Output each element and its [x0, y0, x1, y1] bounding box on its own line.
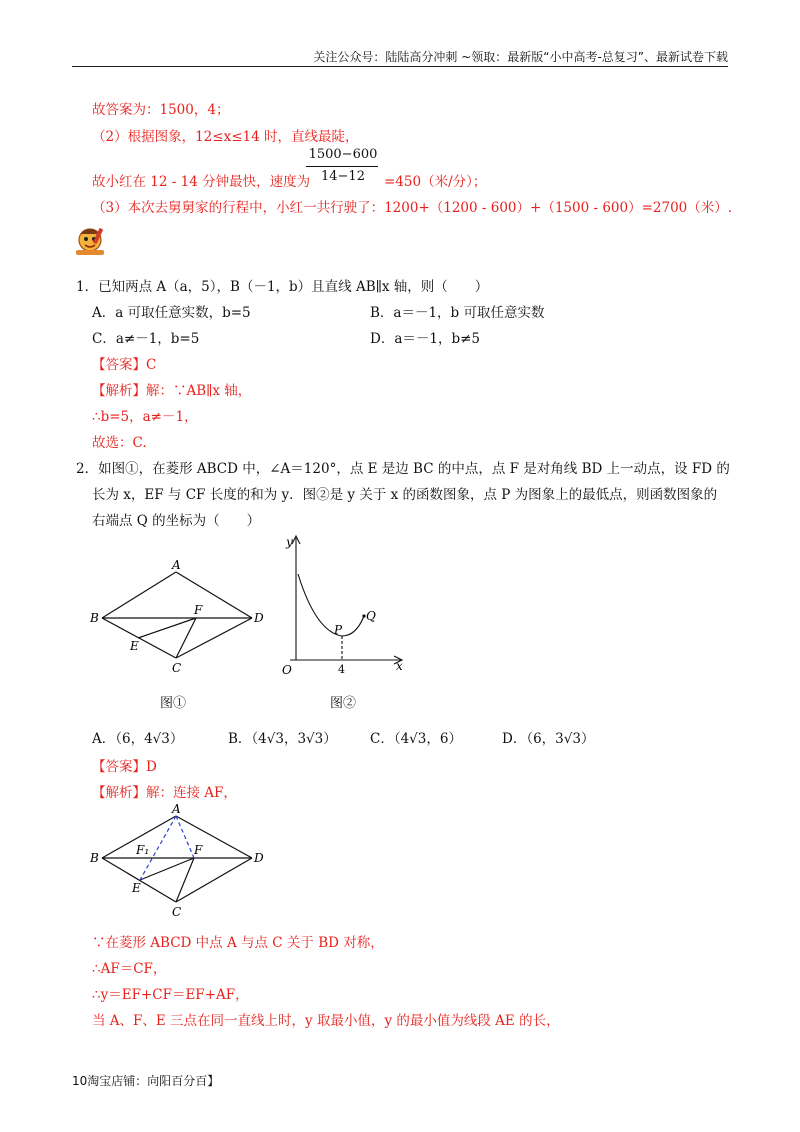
q1-stem: 1．已知两点 A（a，5），B（－1，b）且直线 AB∥x 轴，则（ ） — [76, 279, 489, 295]
figure-2-graph — [278, 532, 412, 682]
q2-solution-4: 当 A、F、E 三点在同一直线上时，y 取最小值，y 的最小值为线段 AE 的长， — [92, 1013, 560, 1029]
q1-option-b: B．a＝－1，b 可取任意实数 — [370, 305, 545, 321]
label-b: B — [90, 851, 99, 865]
edge-cd — [176, 858, 252, 902]
answer-line-1: 故答案为：1500，4； — [92, 102, 230, 118]
label-e: E — [130, 639, 139, 653]
answer-line-3-post: =450（米/分）； — [384, 174, 487, 190]
fraction-denominator: 14−12 — [321, 169, 365, 184]
q1-option-d: D．a＝－1，b≠5 — [370, 331, 481, 347]
cartoon-mascot-icon — [72, 222, 108, 258]
label-a: A — [172, 558, 181, 572]
q1-analysis-3: 故选：C. — [92, 435, 147, 451]
q2-option-b: B．（4√3，3√3） — [228, 731, 337, 747]
label-c: C — [172, 661, 182, 675]
label-b: B — [90, 611, 99, 625]
q2-stem-3: 右端点 Q 的坐标为（ ） — [92, 513, 261, 529]
q1-option-a: A．a 可取任意实数，b=5 — [92, 305, 251, 321]
q1-option-c: C．a≠－1，b=5 — [92, 331, 200, 347]
label-c: C — [172, 905, 182, 919]
figure-1-caption: 图① — [160, 696, 187, 711]
fraction-numerator: 1500−600 — [308, 147, 378, 162]
label-f1: F₁ — [136, 843, 150, 857]
q2-solution-2: ∴AF＝CF， — [92, 961, 167, 977]
label-q: Q — [366, 609, 376, 623]
edge-cd — [176, 618, 252, 658]
figure-3-rhombus-solution — [88, 802, 270, 922]
fraction-bar — [306, 166, 378, 167]
answer-line-4: （3）本次去舅舅家的行程中，小红一共行驶了：1200+（1200 - 600）+（1500 - 600）=2700（米）. — [92, 200, 733, 216]
answer-line-3-pre: 故小红在 12 - 14 分钟最快，速度为 — [92, 174, 311, 190]
q2-stem-2: 长为 x，EF 与 CF 长度的和为 y．图②是 y 关于 x 的函数图象，点 P 为图象上的最低点，则函数图象的 — [92, 487, 718, 503]
edge-bc — [102, 858, 176, 902]
page-footer: 10淘宝店铺：向阳百分百】 — [72, 1074, 220, 1088]
q2-solution-3: ∴y＝EF+CF＝EF+AF， — [92, 987, 249, 1003]
q1-analysis-2: ∴b=5，a≠－1， — [92, 409, 198, 425]
q1-analysis-1: 【解析】解：∵AB∥x 轴， — [92, 383, 252, 399]
q2-option-a: A．（6，4√3） — [92, 731, 184, 747]
label-a: A — [172, 802, 181, 816]
edge-ad — [176, 816, 252, 858]
figure-2-caption: 图② — [330, 696, 357, 711]
figure-1-rhombus — [88, 556, 270, 680]
label-p: P — [334, 623, 343, 637]
edge-ab — [102, 572, 176, 618]
q2-solution-1: ∵在菱形 ABCD 中点 A 与点 C 关于 BD 对称， — [92, 935, 384, 951]
q2-option-c: C．（4√3，6） — [370, 731, 462, 747]
q1-answer: 【答案】C — [92, 357, 157, 373]
q2-answer: 【答案】D — [92, 759, 157, 775]
label-o: O — [282, 663, 292, 677]
label-d: D — [254, 851, 264, 865]
q2-stem-1: 2．如图①，在菱形 ABCD 中，∠A＝120°，点 E 是边 BC 的中点，点 F 是对角线 BD 上一动点，设 FD 的 — [76, 461, 730, 477]
label-d: D — [254, 611, 264, 625]
label-y: y — [286, 535, 293, 549]
page-header: 关注公众号：陆陆高分冲刺 ~领取：最新版“小中高考-总复习”、最新试卷下载 — [313, 50, 728, 64]
label-f: F — [194, 843, 203, 857]
dashed-segment-af — [176, 816, 194, 858]
label-f: F — [194, 603, 203, 617]
label-x: x — [396, 659, 403, 673]
function-curve — [298, 574, 364, 636]
edge-ad — [176, 572, 252, 618]
label-e: E — [132, 881, 141, 895]
header-rule — [72, 66, 728, 67]
tick-4: 4 — [338, 663, 345, 676]
q2-analysis-1: 【解析】解：连接 AF， — [92, 785, 237, 801]
q2-option-d: D．（6，3√3） — [502, 731, 595, 747]
answer-line-2: （2）根据图象，12≤x≤14 时，直线最陡， — [92, 129, 359, 145]
